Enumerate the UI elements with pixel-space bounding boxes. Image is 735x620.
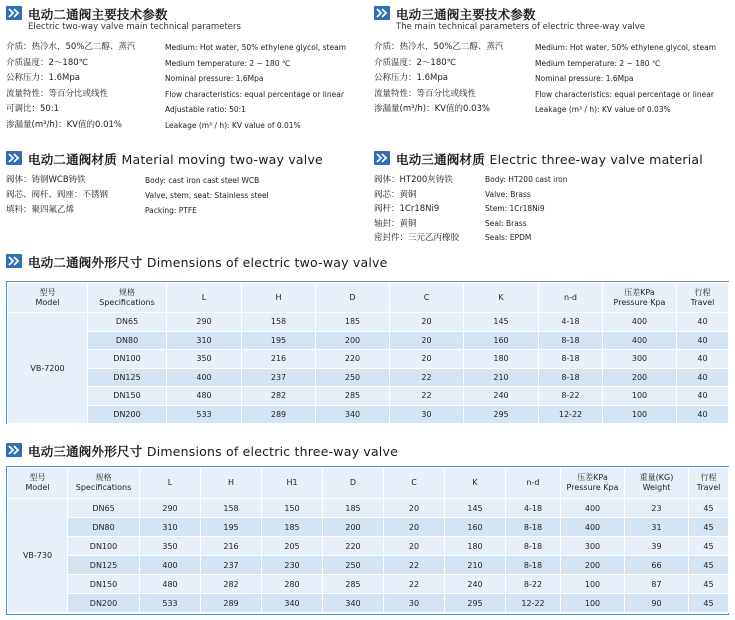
table-cell: 250	[316, 368, 390, 387]
header-model: 型号 Model	[8, 283, 88, 313]
table-cell: 400	[167, 368, 242, 387]
table-cell: 289	[242, 405, 316, 424]
table-row	[8, 313, 729, 332]
header-n-d: n-d	[539, 283, 603, 313]
table-cell: 22	[390, 387, 464, 406]
table-cell: 160	[445, 518, 506, 537]
table-cell: 30	[390, 405, 464, 424]
table-cell: 295	[445, 594, 506, 613]
material-line: 阀杆：1Cr18Ni9	[374, 204, 440, 214]
table-cell: 158	[242, 313, 316, 332]
two-way-material-en	[145, 173, 269, 218]
header-travel: 行程 Travel	[689, 468, 729, 499]
table-cell: 185	[323, 499, 384, 518]
table-cell: 282	[242, 387, 316, 406]
table-cell: 30	[384, 594, 445, 613]
table-cell: 145	[445, 499, 506, 518]
header-weight: 重量(KG) Weight	[625, 468, 689, 499]
two-way-params-en	[165, 40, 346, 133]
param-line: Flow characteristics: equal percentage or linear	[165, 89, 344, 99]
three-way-material-title: 电动三通阀材质 Electric three-way valve material	[396, 152, 703, 167]
double-chevron-icon	[374, 151, 390, 165]
table-cell: 40	[677, 405, 729, 424]
table-cell: DN150	[88, 387, 167, 406]
table-cell: DN200	[68, 594, 140, 613]
material-line: 密封件：三元乙丙橡胶	[374, 233, 460, 243]
table-cell: 340	[323, 594, 384, 613]
table-cell: 480	[140, 575, 201, 594]
table-row	[8, 368, 729, 387]
table-cell: 20	[384, 537, 445, 556]
table-cell: 45	[689, 518, 729, 537]
table-cell: 66	[625, 556, 689, 575]
model-cell: VB-730	[8, 499, 68, 613]
param-line: 介质温度：2～180℃	[6, 57, 89, 68]
param-line: 流量特性：等百分比或线性	[6, 88, 109, 99]
header-k: K	[464, 283, 539, 313]
three-way-material-en	[485, 173, 568, 246]
table-cell: DN80	[88, 331, 167, 350]
param-line: 渗漏量(m³/h)：KV值的0.03%	[374, 104, 490, 114]
three-way-dims-table	[7, 467, 729, 613]
table-cell: 8-18	[539, 368, 603, 387]
table-cell: 22	[384, 556, 445, 575]
table-cell: 240	[445, 575, 506, 594]
table-cell: 290	[140, 499, 201, 518]
table-cell: DN65	[88, 313, 167, 332]
param-line: 公称压力：1.6Mpa	[374, 73, 448, 83]
double-chevron-icon	[6, 443, 22, 457]
table-cell: 20	[390, 331, 464, 350]
table-cell: 12-22	[506, 594, 561, 613]
table-cell: 4-18	[506, 499, 561, 518]
header-c: C	[384, 468, 445, 499]
table-cell: 23	[625, 499, 689, 518]
header-specifications: 规格 Specifications	[88, 283, 167, 313]
table-cell: DN100	[68, 537, 140, 556]
table-cell: 216	[201, 537, 262, 556]
table-cell: 533	[167, 405, 242, 424]
material-line: 阀芯、阀杆、阀座：不锈钢	[6, 190, 109, 200]
three-way-params-title: 电动三通阀主要技术参数	[396, 7, 536, 22]
param-line: Adjustable ratio: 50:1	[165, 105, 246, 114]
header-h1: H1	[262, 468, 323, 499]
table-row	[8, 387, 729, 406]
table-cell: 100	[561, 594, 625, 613]
table-cell: 350	[167, 350, 242, 369]
three-way-params-subtitle: The main technical parameters of electric three-way valve	[396, 22, 646, 32]
model-cell: VB-7200	[8, 313, 88, 424]
table-cell: 300	[561, 537, 625, 556]
param-line: 介质：热冷水，50%乙二醇、蒸汽	[374, 42, 504, 52]
header-c: C	[390, 283, 464, 313]
table-row	[8, 537, 729, 556]
header-travel: 行程 Travel	[677, 283, 729, 313]
two-way-material-cn	[6, 173, 108, 218]
table-cell: 195	[201, 518, 262, 537]
table-cell: 8-18	[539, 331, 603, 350]
table-cell: 285	[323, 575, 384, 594]
two-way-dims-title: 电动二通阀外形尺寸 Dimensions of electric two-way valve	[28, 255, 388, 270]
table-cell: 8-18	[539, 350, 603, 369]
table-cell: 22	[390, 368, 464, 387]
table-cell: 205	[262, 537, 323, 556]
table-cell: 295	[464, 405, 539, 424]
material-line: Packing: PTFE	[145, 206, 197, 215]
table-cell: 45	[689, 575, 729, 594]
table-cell: 90	[625, 594, 689, 613]
param-line: Medium: Hot water, 50% ethylene glycol, steam	[535, 43, 717, 52]
double-chevron-icon	[6, 151, 22, 165]
param-line: Medium temperature: 2 ~ 180 ℃	[535, 58, 661, 68]
param-line: Leakage (m³ / h): KV value of 0.03%	[535, 105, 671, 114]
table-cell: 45	[689, 556, 729, 575]
table-cell: 400	[603, 313, 677, 332]
table-cell: 100	[561, 575, 625, 594]
param-line: 介质温度：2～180℃	[374, 57, 457, 68]
two-way-params-title: 电动二通阀主要技术参数	[28, 7, 168, 22]
table-cell: 290	[167, 313, 242, 332]
table-cell: 4-18	[539, 313, 603, 332]
table-cell: 237	[242, 368, 316, 387]
table-cell: DN125	[88, 368, 167, 387]
double-chevron-icon	[6, 6, 22, 20]
param-line: 流量特性：等百分比或线性	[374, 88, 477, 99]
table-cell: 8-18	[506, 556, 561, 575]
table-cell: 158	[201, 499, 262, 518]
double-chevron-icon	[6, 254, 22, 268]
header-k: K	[445, 468, 506, 499]
table-cell: 31	[625, 518, 689, 537]
table-cell: 310	[140, 518, 201, 537]
table-row	[8, 594, 729, 613]
table-cell: 237	[201, 556, 262, 575]
table-cell: 160	[464, 331, 539, 350]
table-cell: 282	[201, 575, 262, 594]
table-cell: DN100	[88, 350, 167, 369]
header-h: H	[242, 283, 316, 313]
header-d: D	[323, 468, 384, 499]
table-cell: 40	[677, 313, 729, 332]
table-cell: 289	[201, 594, 262, 613]
table-cell: 280	[262, 575, 323, 594]
table-cell: 400	[140, 556, 201, 575]
table-cell: 310	[167, 331, 242, 350]
table-cell: 185	[262, 518, 323, 537]
table-cell: 400	[561, 518, 625, 537]
table-cell: 12-22	[539, 405, 603, 424]
table-cell: DN125	[68, 556, 140, 575]
header-pressure: 压差KPa Pressure Kpa	[561, 468, 625, 499]
two-way-params-cn	[6, 40, 135, 133]
header-h: H	[201, 468, 262, 499]
table-cell: 40	[677, 350, 729, 369]
table-cell: 20	[384, 499, 445, 518]
material-line: Valve, stem, seat: Stainless steel	[145, 191, 269, 200]
material-line: 阀体：HT200灰铸铁	[374, 175, 453, 185]
table-row	[8, 331, 729, 350]
table-cell: 180	[445, 537, 506, 556]
table-cell: 533	[140, 594, 201, 613]
header-pressure: 压差KPa Pressure Kpa	[603, 283, 677, 313]
header-n-d: n-d	[506, 468, 561, 499]
table-cell: 145	[464, 313, 539, 332]
table-row	[8, 556, 729, 575]
table-cell: 45	[689, 594, 729, 613]
header-model: 型号 Model	[8, 468, 68, 499]
material-line: Stem: 1Cr18Ni9	[485, 204, 545, 213]
table-cell: 185	[316, 313, 390, 332]
material-line: 填料：聚四氟乙烯	[6, 205, 75, 215]
param-line: Nominal pressure: 1.6Mpa	[165, 74, 264, 83]
table-cell: 45	[689, 537, 729, 556]
table-cell: 216	[242, 350, 316, 369]
three-way-params-cn	[374, 40, 503, 118]
table-cell: 250	[323, 556, 384, 575]
param-line: Nominal pressure: 1.6Mpa	[535, 74, 634, 83]
table-cell: 285	[316, 387, 390, 406]
table-row	[8, 499, 729, 518]
table-cell: 340	[316, 405, 390, 424]
table-cell: 200	[316, 331, 390, 350]
table-cell: 340	[262, 594, 323, 613]
table-cell: 100	[603, 405, 677, 424]
param-line: Medium temperature: 2 ~ 180 ℃	[165, 58, 291, 68]
table-cell: 480	[167, 387, 242, 406]
table-cell: 8-18	[506, 537, 561, 556]
header-l: L	[140, 468, 201, 499]
param-line: Leakage (m³ / h): KV value of 0.01%	[165, 120, 301, 130]
table-cell: DN80	[68, 518, 140, 537]
table-row	[8, 405, 729, 424]
table-cell: 40	[677, 387, 729, 406]
param-line: Medium: Hot water, 50% ethylene glycol, steam	[165, 43, 347, 52]
table-cell: 150	[262, 499, 323, 518]
table-cell: 20	[390, 313, 464, 332]
material-line: Seal: Brass	[485, 218, 527, 228]
table-cell: 100	[603, 387, 677, 406]
table-cell: 400	[603, 331, 677, 350]
table-row	[8, 518, 729, 537]
table-cell: 20	[390, 350, 464, 369]
table-row	[8, 575, 729, 594]
table-cell: 210	[445, 556, 506, 575]
table-cell: 20	[384, 518, 445, 537]
table-cell: 22	[384, 575, 445, 594]
material-line: Body: cast iron cast steel WCB	[145, 176, 260, 185]
table-cell: 8-18	[506, 518, 561, 537]
table-cell: 240	[464, 387, 539, 406]
table-cell: DN65	[68, 499, 140, 518]
material-line: 阀芯：黄铜	[374, 189, 417, 200]
param-line: 公称压力：1.6Mpa	[6, 73, 80, 83]
table-cell: 39	[625, 537, 689, 556]
header-d: D	[316, 283, 390, 313]
table-cell: 87	[625, 575, 689, 594]
table-cell: 180	[464, 350, 539, 369]
two-way-dims-table	[7, 282, 729, 424]
two-way-params-subtitle: Electric two-way valve main technical parameters	[28, 22, 241, 32]
table-cell: 45	[689, 499, 729, 518]
table-cell: 195	[242, 331, 316, 350]
table-cell: 210	[464, 368, 539, 387]
table-cell: DN200	[88, 405, 167, 424]
three-way-params-en	[535, 40, 716, 118]
material-line: Body: HT200 cast iron	[485, 175, 568, 184]
table-cell: 220	[323, 537, 384, 556]
three-way-dims-title: 电动三通阀外形尺寸 Dimensions of electric three-way valve	[28, 444, 398, 459]
material-line: Valve: Brass	[485, 189, 531, 199]
table-cell: 200	[561, 556, 625, 575]
material-line: Seals: EPDM	[485, 233, 532, 242]
param-line: 渗漏量(m³/h)：KV值的0.01%	[6, 119, 122, 130]
double-chevron-icon	[374, 6, 390, 20]
table-cell: 200	[323, 518, 384, 537]
material-line: 轴封：黄铜	[374, 218, 417, 229]
param-line: Flow characteristics: equal percentage or linear	[535, 89, 714, 99]
header-l: L	[167, 283, 242, 313]
table-cell: 8-22	[506, 575, 561, 594]
table-cell: 400	[561, 499, 625, 518]
table-cell: 350	[140, 537, 201, 556]
table-row	[8, 350, 729, 369]
material-line: 阀体：铸钢WCB铸铁	[6, 175, 86, 185]
table-cell: 300	[603, 350, 677, 369]
two-way-material-title: 电动二通阀材质 Material moving two-way valve	[28, 152, 323, 167]
param-line: 可调比：50:1	[6, 104, 60, 114]
param-line: 介质：热冷水，50%乙二醇、蒸汽	[6, 42, 136, 52]
table-cell: 200	[603, 368, 677, 387]
table-cell: 220	[316, 350, 390, 369]
table-cell: 40	[677, 331, 729, 350]
table-cell: DN150	[68, 575, 140, 594]
table-cell: 230	[262, 556, 323, 575]
three-way-material-cn	[374, 173, 459, 246]
table-cell: 40	[677, 368, 729, 387]
table-cell: 8-22	[539, 387, 603, 406]
header-specifications: 规格 Specifications	[68, 468, 140, 499]
